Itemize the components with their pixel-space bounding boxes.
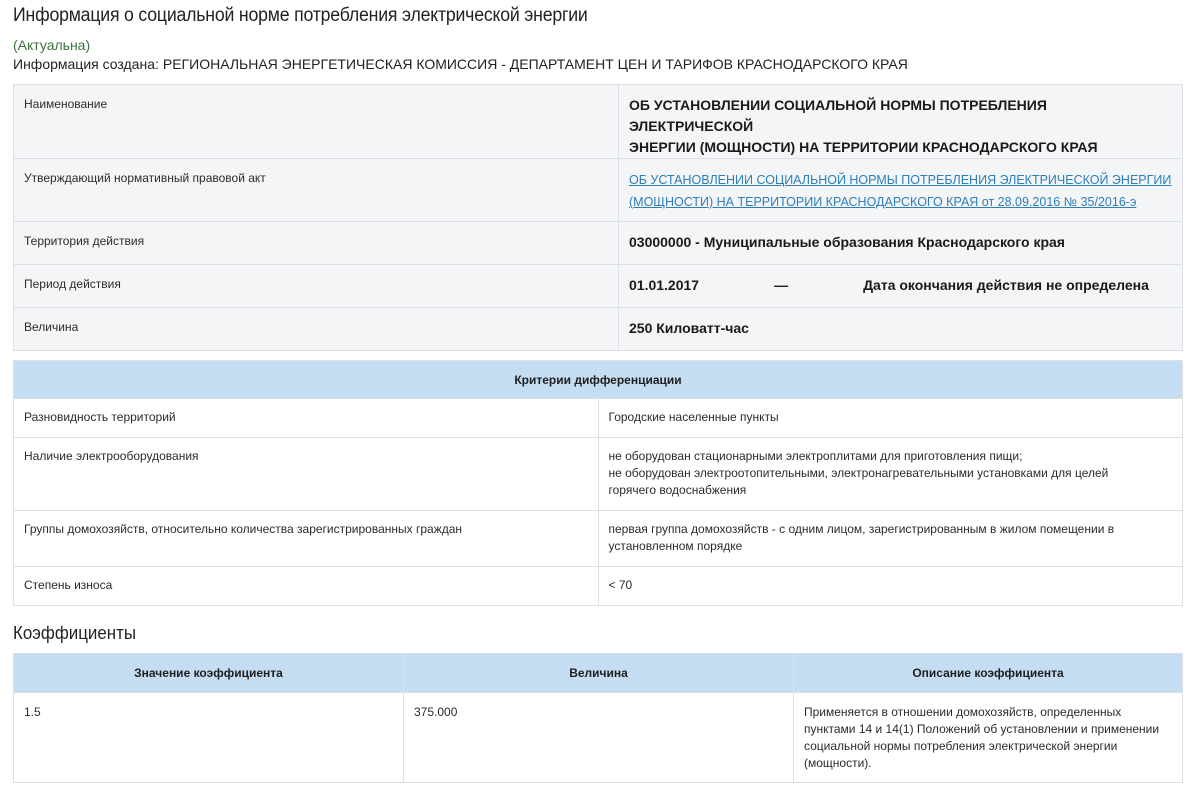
info-row-territory <box>14 222 1183 265</box>
criteria-header-row <box>14 361 1183 399</box>
act-label: Утверждающий нормативный правовой акт <box>14 159 619 222</box>
info-row-act <box>14 159 1183 222</box>
criteria-value <box>598 438 1183 511</box>
criteria-label: Степень износа <box>14 567 599 606</box>
criteria-row <box>14 438 1183 511</box>
period-value <box>619 265 1183 308</box>
info-table <box>13 84 1183 351</box>
name-value-line: ЭНЕРГИИ (МОЩНОСТИ) НА ТЕРРИТОРИИ КРАСНОДАРСКОГО КРАЯ <box>629 139 1098 155</box>
criteria-header: Критерии дифференциации <box>14 361 1183 399</box>
period-separator: — <box>774 277 789 293</box>
column-header-description: Описание коэффициента <box>794 654 1183 693</box>
criteria-value-line: не оборудован стационарными электроплитами для приготовления пищи; <box>608 449 1023 463</box>
name-value <box>619 85 1183 159</box>
period-end: Дата окончания действия не определена <box>863 277 1149 293</box>
criteria-label: Разновидность территорий <box>14 399 599 438</box>
description-line: пунктами 14 и 14(1) Положений об установлении и применении <box>804 722 1160 736</box>
criteria-value <box>598 511 1183 567</box>
criteria-value <box>598 567 1183 606</box>
criteria-value <box>598 399 1183 438</box>
coefficients-header-row <box>14 654 1183 693</box>
column-header-value: Значение коэффициента <box>14 654 404 693</box>
period-start: 01.01.2017 <box>629 277 700 293</box>
criteria-table <box>13 360 1183 606</box>
info-row-name <box>14 85 1183 159</box>
info-row-amount <box>14 308 1183 351</box>
coefficient-value: 1.5 <box>14 693 404 783</box>
criteria-label: Группы домохозяйств, относительно количества зарегистрированных граждан <box>14 511 599 567</box>
status-badge: (Актуальна) <box>13 37 91 53</box>
territory-value: 03000000 - Муниципальные образования Краснодарского края <box>619 222 1183 265</box>
coefficient-description <box>794 693 1183 783</box>
act-link[interactable] <box>629 173 1171 209</box>
criteria-row <box>14 399 1183 438</box>
act-link-line: (МОЩНОСТИ) НА ТЕРРИТОРИИ КРАСНОДАРСКОГО КРАЯ от 28.09.2016 № 35/2016-э <box>629 195 1137 209</box>
amount-value: 250 Киловатт-час <box>619 308 1183 351</box>
coefficients-title: Коэффициенты <box>13 623 137 643</box>
criteria-value-line: Городские населенные пункты <box>608 410 779 424</box>
amount-label: Величина <box>14 308 619 351</box>
name-label: Наименование <box>14 85 619 159</box>
description-line: (мощности). <box>804 756 872 770</box>
page-title: Информация о социальной норме потребления электрической энергии <box>13 5 588 26</box>
period-label: Период действия <box>14 265 619 308</box>
coefficient-amount: 375.000 <box>404 693 794 783</box>
criteria-value-line: < 70 <box>608 578 633 592</box>
criteria-value-line: не оборудован электроотопительными, электронагревательными установками для целей <box>608 466 1109 480</box>
coefficients-table <box>13 653 1183 783</box>
criteria-row <box>14 511 1183 567</box>
description-line: Применяется в отношении домохозяйств, определенных <box>804 705 1122 719</box>
criteria-value-line: первая группа домохозяйств - с одним лицом, зарегистрированным в жилом помещении в <box>608 522 1115 536</box>
column-header-amount: Величина <box>404 654 794 693</box>
act-link-line: ОБ УСТАНОВЛЕНИИ СОЦИАЛЬНОЙ НОРМЫ ПОТРЕБЛЕНИЯ ЭЛЕКТРИЧЕСКОЙ ЭНЕРГИИ <box>629 173 1172 187</box>
table-row <box>14 693 1183 783</box>
territory-label: Территория действия <box>14 222 619 265</box>
info-row-period <box>14 265 1183 308</box>
act-value <box>619 159 1183 222</box>
criteria-label: Наличие электрооборудования <box>14 438 599 511</box>
created-by-line <box>13 56 908 72</box>
criteria-value-line: установленном порядке <box>608 539 743 553</box>
description-line: социальной нормы потребления электрической энергии <box>804 739 1118 753</box>
criteria-row <box>14 567 1183 606</box>
created-by-label: Информация создана: <box>13 56 159 72</box>
name-value-line: ОБ УСТАНОВЛЕНИИ СОЦИАЛЬНОЙ НОРМЫ ПОТРЕБЛЕНИЯ ЭЛЕКТРИЧЕСКОЙ <box>629 97 1047 134</box>
criteria-value-line: горячего водоснабжения <box>608 483 747 497</box>
created-by-value: РЕГИОНАЛЬНАЯ ЭНЕРГЕТИЧЕСКАЯ КОМИССИЯ - ДЕПАРТАМЕНТ ЦЕН И ТАРИФОВ КРАСНОДАРСКОГО КРАЯ <box>162 56 908 72</box>
